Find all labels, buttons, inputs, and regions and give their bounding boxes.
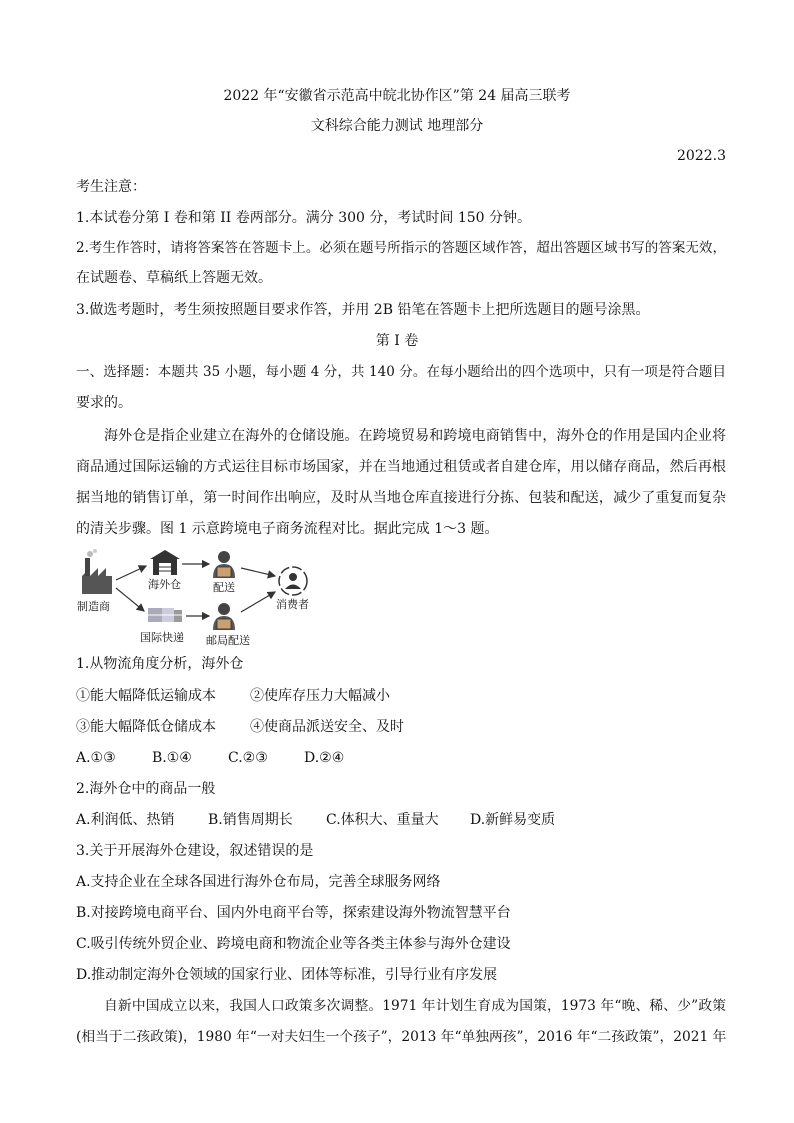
option-b: B.销售周期长 <box>208 812 293 828</box>
option-d: D.新鲜易变质 <box>470 812 556 828</box>
label-delivery: 配送 <box>213 581 235 594</box>
courier-icon <box>213 603 235 630</box>
exam-date: 2022.3 <box>677 148 726 164</box>
label-intl-express: 国际快递 <box>140 631 184 644</box>
label-overseas-warehouse: 海外仓 <box>148 578 181 591</box>
notice-item: 1.本试卷分第 I 卷和第 II 卷两部分。满分 300 分，考试时间 150 分钟。 <box>76 210 531 226</box>
courier-icon <box>213 551 235 578</box>
flow-arrow <box>241 592 275 612</box>
flow-arrow <box>116 588 144 611</box>
ecommerce-flow-figure <box>76 548 336 648</box>
section-instruction-continued: 要求的。 <box>76 395 132 411</box>
section-title: 第 I 卷 <box>375 333 419 349</box>
notice-heading: 考生注意： <box>76 179 146 195</box>
option-d: D.推动制定海外仓领域的国家行业、团体等标准，引导行业有序发展 <box>76 967 498 983</box>
exam-subtitle: 文科综合能力测试 地理部分 <box>310 118 484 134</box>
notice-item-continued: 在试题卷、草稿纸上答题无效。 <box>76 270 272 286</box>
exam-title: 2022 年“安徽省示范高中皖北协作区”第 24 届高三联考 <box>223 88 571 104</box>
consumer-icon <box>279 567 307 595</box>
factory-icon <box>82 549 112 594</box>
option-c: C.体积大、重量大 <box>326 812 439 828</box>
label-consumer: 消费者 <box>276 598 309 611</box>
section-instruction: 一、选择题：本题共 35 小题，每小题 4 分，共 140 分。在每小题给出的四个选项中，只有一项是符合题目 <box>76 364 726 380</box>
passage-line: 自新中国成立以来，我国人口政策多次调整。1971 年计划生育成为国策，1973 年“晚、稀、少”政策 <box>104 998 726 1014</box>
passage-line: 的清关步骤。图 1 示意跨境电子商务流程对比。据此完成 1～3 题。 <box>76 521 499 537</box>
notice-item: 3.做选考题时，考生须按照题目要求作答，并用 2B 铅笔在答题卡上把所选题目的题号涂黑。 <box>76 302 650 318</box>
passage-line: 据当地的销售订单，第一时间作出响应，及时从当地仓库直接进行分拣、包装和配送，减少了重复而复杂 <box>76 490 726 506</box>
parcel-icon <box>148 608 182 622</box>
option-a: A.利润低、热销 <box>76 812 175 828</box>
option-b: B.①④ <box>152 750 192 766</box>
flow-arrow <box>116 566 146 580</box>
notice-item: 2.考生作答时，请将答案答在答题卡上。必须在题号所指示的答题区域作答，超出答题区域书写的答案无效， <box>76 240 726 256</box>
question-stem: 2.海外仓中的商品一般 <box>76 781 216 797</box>
flow-arrow <box>241 568 275 576</box>
statement: ③能大幅降低仓储成本 <box>76 719 216 735</box>
label-postal-delivery: 邮局配送 <box>206 634 250 647</box>
statement: ②使库存压力大幅减小 <box>250 688 390 704</box>
question-stem: 3.关于开展海外仓建设，叙述错误的是 <box>76 843 314 859</box>
option-c: C.吸引传统外贸企业、跨境电商和物流企业等各类主体参与海外仓建设 <box>76 936 511 952</box>
flow-arrows <box>116 564 275 616</box>
statement: ①能大幅降低运输成本 <box>76 688 216 704</box>
question-stem: 1.从物流角度分析，海外仓 <box>76 656 244 672</box>
warehouse-icon <box>150 550 180 575</box>
option-c: C.②③ <box>228 750 268 766</box>
label-manufacturer: 制造商 <box>77 600 110 613</box>
option-d: D.②④ <box>304 750 345 766</box>
option-a: A.支持企业在全球各国进行海外仓布局，完善全球服务网络 <box>76 874 441 890</box>
passage-line: 海外仓是指企业建立在海外的仓储设施。在跨境贸易和跨境电商销售中，海外仓的作用是国内企业将 <box>104 428 726 444</box>
option-b: B.对接跨境电商平台、国内外电商平台等，探索建设海外物流智慧平台 <box>76 905 511 921</box>
statement: ④使商品派送安全、及时 <box>250 719 404 735</box>
passage-line: 商品通过国际运输的方式运往目标市场国家，并在当地通过租赁或者自建仓库，用以储存商品，然后再根 <box>76 459 726 475</box>
passage-line: (相当于二孩政策)，1980 年“一对夫妇生一个孩子”，2013 年“单独两孩”，2016 年“二孩政策”，2021 年 <box>76 1029 727 1045</box>
option-a: A.①③ <box>76 750 116 766</box>
